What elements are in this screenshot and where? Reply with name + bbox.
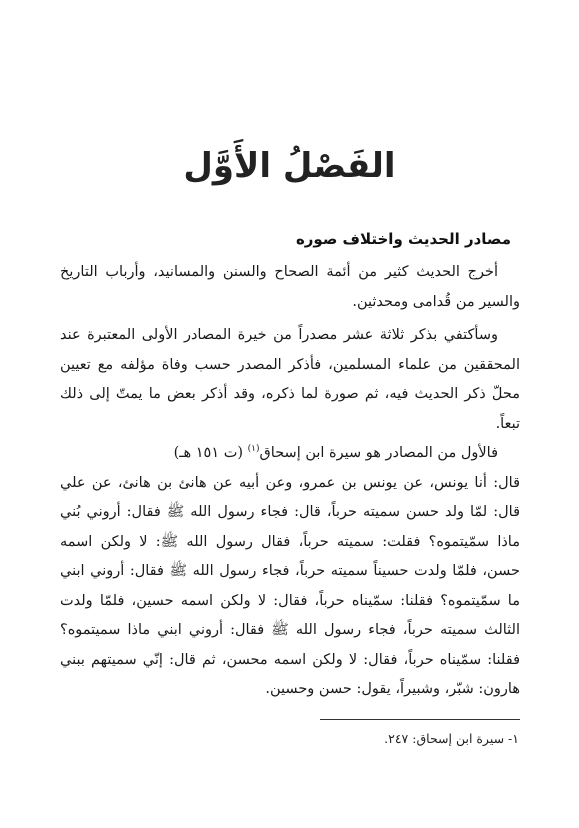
footnote: ١- سيرة ابن إسحاق: ٢٤٧. <box>384 731 519 746</box>
first-source-date: (ت ١٥١ هـ) <box>173 445 248 461</box>
section-heading: مصادر الحديث واختلاف صوره <box>295 230 511 248</box>
first-source-text: فالأول من المصادر هو سيرة ابن إسحاق <box>259 445 498 461</box>
footnote-marker[interactable]: (١) <box>247 444 260 455</box>
paragraph-intro: أخرج الحديث كثير من أئمة الصحاح والسنن والمسانيد، وأرباب التاريخ والسير من قُدامى ومحدثين. <box>60 264 520 310</box>
paragraph-narration: قال: أنا يونس، عن يونس بن عمرو، وعن أبيه عن هانئ بن هانئ، عن علي قال: لمّا ولد حسن سميته حرباً، قال: فجاء رسول الله ﷺ فقال: أروني بُني ماذا سمّيتموه؟ فقلت: سميته حرباً، فقال رسول الله ﷺ: لا ولكن اسمه حسن، فلمّا ولدت حسيناً سميته حرباً، فجاء رسول الله ﷺ فقال: أروني ابني ما سمّيتموه؟ فقلنا: سمّيناه حرباً، فقال: لا ولكن اسمه حسين، فلمّا ولدت الثالث سميته حرباً، فجاء رسول الله ﷺ فقال: أروني ابني ماذا سميتموه؟ فقلنا: سمّيناه حرباً، فقال: لا ولكن اسمه محسن، ثم قال: إنّي سميتهم ببني هارون: شبّر، وشبيراً، يقول: حسن وحسين. <box>60 474 520 697</box>
body-text <box>60 258 520 705</box>
paragraph-first-source <box>60 439 520 469</box>
footnote-divider <box>320 719 520 720</box>
chapter-title: الفَصْلُ الأَوَّل <box>183 146 396 186</box>
paragraph-method: وسأكتفي بذكر ثلاثة عشر مصدراً من خيرة المصادر الأولى المعتبرة عند المحققين من علماء المسلمين، فأذكر المصدر حسب وفاة مؤلفه مع تعيين محلّ ذكر الحديث فيه، ثم صورة لما ذكره، وقد أذكر بعض ما يمتّ إلى ذلك تبعاً. <box>60 327 520 432</box>
